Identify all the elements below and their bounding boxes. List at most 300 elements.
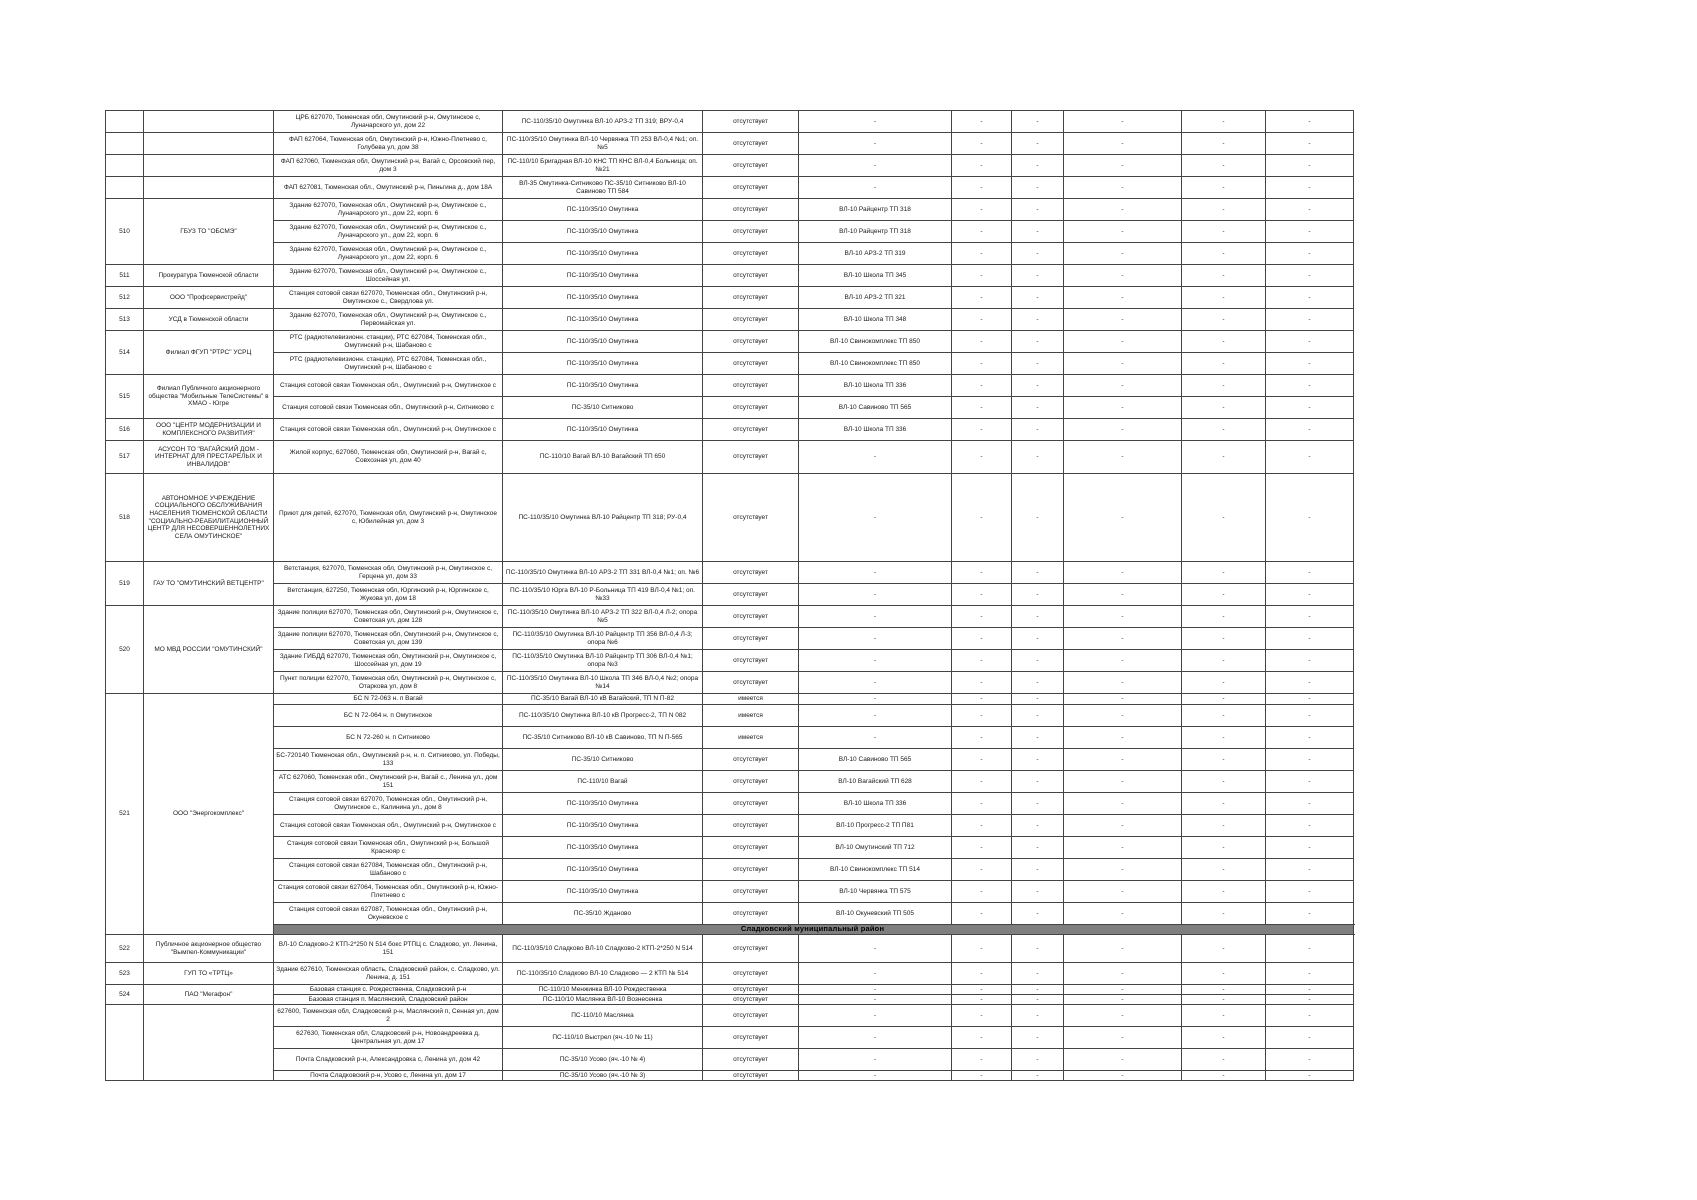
value-cell: - <box>1182 628 1266 650</box>
organization-cell <box>144 133 274 155</box>
value-cell: - <box>1182 606 1266 628</box>
value-cell: - <box>1266 793 1354 815</box>
value-cell: - <box>1012 133 1064 155</box>
value-cell: - <box>1266 309 1354 331</box>
row-number-cell <box>106 177 144 199</box>
value-cell: - <box>1182 881 1266 903</box>
value-cell: - <box>1266 474 1354 562</box>
feeder-line-cell: ВЛ-10 Райцентр ТП 318 <box>799 199 952 221</box>
value-cell: - <box>1012 155 1064 177</box>
supply-source-cell: ПС-110/35/10 Омутинка ВЛ-10 Червянка ТП 253 ВЛ-0,4 №1; оп. №5 <box>503 133 703 155</box>
value-cell: - <box>1012 353 1064 375</box>
object-address-cell: Здание 627610, Тюменская область, Сладковский район, с. Сладково, ул. Ленина, д. 151 <box>274 963 503 985</box>
reserve-status-cell: отсутствует <box>703 859 799 881</box>
value-cell: - <box>952 705 1012 727</box>
table-row <box>106 1027 1354 1049</box>
table-row <box>106 221 1354 243</box>
value-cell: - <box>1182 584 1266 606</box>
supply-source-cell: ПС-110/10 Маслянка <box>503 1005 703 1027</box>
row-number-cell: 524 <box>106 985 144 1005</box>
value-cell: - <box>952 441 1012 474</box>
value-cell: - <box>1012 397 1064 419</box>
value-cell: - <box>1064 771 1182 793</box>
reserve-status-cell: отсутствует <box>703 243 799 265</box>
value-cell: - <box>952 815 1012 837</box>
value-cell: - <box>1012 995 1064 1005</box>
feeder-line-cell: ВЛ-10 Райцентр ТП 318 <box>799 221 952 243</box>
table-row <box>106 1071 1354 1081</box>
supply-source-cell: ПС-35/10 Вагай ВЛ-10 кВ Вагайский, ТП N П-82 <box>503 694 703 705</box>
object-address-cell: Здание полиции 627070, Тюменская обл, Омутинский р-н, Омутинское с, Советская ул, дом 139 <box>274 628 503 650</box>
value-cell: - <box>1012 694 1064 705</box>
value-cell: - <box>952 133 1012 155</box>
supply-source-cell: ПС-110/35/10 Омутинка <box>503 287 703 309</box>
supply-source-cell: ПС-110/10 Выстрел (яч.-10 № 11) <box>503 1027 703 1049</box>
feeder-line-cell: ВЛ-10 Свинокомплекс ТП 514 <box>799 859 952 881</box>
reserve-status-cell: отсутствует <box>703 474 799 562</box>
value-cell: - <box>1064 985 1182 995</box>
value-cell: - <box>1064 672 1182 694</box>
value-cell: - <box>952 903 1012 925</box>
organization-cell: УСД в Тюменской области <box>144 309 274 331</box>
object-address-cell: Почта Сладковский р-н, Усово с, Ленина ул, дом 17 <box>274 1071 503 1081</box>
value-cell: - <box>1012 287 1064 309</box>
value-cell: - <box>1012 265 1064 287</box>
value-cell: - <box>1182 265 1266 287</box>
feeder-line-cell: ВЛ-10 Школа ТП 336 <box>799 419 952 441</box>
value-cell: - <box>1064 837 1182 859</box>
feeder-line-cell: - <box>799 155 952 177</box>
value-cell: - <box>1064 221 1182 243</box>
value-cell: - <box>1064 177 1182 199</box>
value-cell: - <box>1266 881 1354 903</box>
supply-source-cell: ПС-35/10 Усово (яч.-10 № 3) <box>503 1071 703 1081</box>
feeder-line-cell: ВЛ-10 Свинокомплекс ТП 850 <box>799 331 952 353</box>
object-address-cell: Здание полиции 627070, Тюменская обл, Омутинский р-н, Омутинское с, Советская ул, дом 128 <box>274 606 503 628</box>
value-cell: - <box>1012 331 1064 353</box>
feeder-line-cell: - <box>799 177 952 199</box>
organization-cell: АСУСОН ТО "ВАГАЙСКИЙ ДОМ - ИНТЕРНАТ ДЛЯ ПРЕСТАРЕЛЫХ И ИНВАЛИДОВ" <box>144 441 274 474</box>
reserve-status-cell: отсутствует <box>703 815 799 837</box>
value-cell: - <box>1266 1071 1354 1081</box>
row-number-cell: 517 <box>106 441 144 474</box>
value-cell: - <box>1266 628 1354 650</box>
organization-cell: АВТОНОМНОЕ УЧРЕЖДЕНИЕ СОЦИАЛЬНОГО ОБСЛУЖИВАНИЯ НАСЕЛЕНИЯ ТЮМЕНСКОЙ ОБЛАСТИ "СОЦИАЛЬНО-РЕАБИЛИТАЦИОННЫЙ ЦЕНТР ДЛЯ НЕСОВЕРШЕННОЛЕТНИХ СЕЛА ОМУТИНСКОЕ" <box>144 474 274 562</box>
object-address-cell: Станция сотовой связи 627087, Тюменская обл., Омутинский р-н, Окуневское с <box>274 903 503 925</box>
value-cell: - <box>1266 287 1354 309</box>
value-cell: - <box>952 353 1012 375</box>
value-cell: - <box>952 995 1012 1005</box>
object-address-cell: Станция сотовой связи Тюменская обл., Омутинский р-н, Омутинское с <box>274 815 503 837</box>
supply-source-cell: ПС-35/10 Ситниково <box>503 749 703 771</box>
organization-cell: ПАО "Мегафон" <box>144 985 274 1005</box>
value-cell: - <box>1064 133 1182 155</box>
object-address-cell: БС N 72-260 н. п Ситниково <box>274 727 503 749</box>
reserve-status-cell: отсутствует <box>703 606 799 628</box>
value-cell: - <box>952 606 1012 628</box>
value-cell: - <box>1064 694 1182 705</box>
value-cell: - <box>1266 375 1354 397</box>
value-cell: - <box>1182 859 1266 881</box>
value-cell: - <box>1064 111 1182 133</box>
object-address-cell: Станция сотовой связи 627070, Тюменская обл., Омутинский р-н, Омутинское с., Калинина ул., дом 8 <box>274 793 503 815</box>
object-address-cell: Станция сотовой связи Тюменская обл., Омутинский р-н, Омутинское с <box>274 375 503 397</box>
value-cell: - <box>952 375 1012 397</box>
value-cell: - <box>1182 1027 1266 1049</box>
reserve-status-cell: отсутствует <box>703 749 799 771</box>
value-cell: - <box>1182 375 1266 397</box>
table-row <box>106 881 1354 903</box>
value-cell: - <box>952 771 1012 793</box>
value-cell: - <box>1182 221 1266 243</box>
table-row <box>106 287 1354 309</box>
supply-source-cell: ПС-110/10 Бригадная ВЛ-10 КНС ТП КНС ВЛ-0,4 Больница; оп. №21 <box>503 155 703 177</box>
value-cell: - <box>1012 771 1064 793</box>
table-row <box>106 694 1354 705</box>
reserve-status-cell: отсутствует <box>703 375 799 397</box>
value-cell: - <box>952 985 1012 995</box>
object-address-cell: ЦРБ 627070, Тюменская обл, Омутинский р-н, Омутинское с, Луначарского ул, дом 22 <box>274 111 503 133</box>
table-row <box>106 727 1354 749</box>
reserve-status-cell: отсутствует <box>703 1027 799 1049</box>
feeder-line-cell: - <box>799 628 952 650</box>
object-address-cell: Жилой корпус, 627060, Тюменская обл, Омутинский р-н, Вагай с, Совхозная ул, дом 40 <box>274 441 503 474</box>
value-cell: - <box>1012 584 1064 606</box>
value-cell: - <box>1266 133 1354 155</box>
value-cell: - <box>1266 331 1354 353</box>
value-cell: - <box>1266 727 1354 749</box>
supply-source-cell: ПС-110/10 Менжинка ВЛ-10 Рождественка <box>503 985 703 995</box>
value-cell: - <box>1266 985 1354 995</box>
reserve-status-cell: отсутствует <box>703 903 799 925</box>
supply-source-cell: ПС-110/35/10 Омутинка <box>503 793 703 815</box>
object-address-cell: Здание 627070, Тюменская обл., Омутинский р-н, Омутинское с., Шоссейная ул. <box>274 265 503 287</box>
value-cell: - <box>1182 397 1266 419</box>
organization-cell: Филиал ФГУП "РТРС" УСРЦ <box>144 331 274 375</box>
feeder-line-cell: - <box>799 606 952 628</box>
feeder-line-cell: ВЛ-10 Червянка ТП 575 <box>799 881 952 903</box>
value-cell: - <box>952 935 1012 963</box>
feeder-line-cell: ВЛ-10 Савиново ТП 565 <box>799 749 952 771</box>
value-cell: - <box>1064 562 1182 584</box>
value-cell: - <box>1266 859 1354 881</box>
value-cell: - <box>1012 177 1064 199</box>
object-address-cell: 627630, Тюменская обл, Сладковский р-н, Новоандреевка д, Центральная ул, дом 17 <box>274 1027 503 1049</box>
object-address-cell: Станция сотовой связи Тюменская обл., Омутинский р-н, Ситниково с <box>274 397 503 419</box>
supply-source-cell: ПС-110/35/10 Омутинка <box>503 353 703 375</box>
value-cell: - <box>952 963 1012 985</box>
value-cell: - <box>1182 650 1266 672</box>
row-number-cell <box>106 155 144 177</box>
value-cell: - <box>1266 562 1354 584</box>
value-cell: - <box>952 1049 1012 1071</box>
object-address-cell: Базовая станция с. Рождественка, Сладковский р-н <box>274 985 503 995</box>
feeder-line-cell: - <box>799 650 952 672</box>
value-cell: - <box>952 287 1012 309</box>
value-cell: - <box>1012 1005 1064 1027</box>
value-cell: - <box>1182 935 1266 963</box>
value-cell: - <box>1266 935 1354 963</box>
value-cell: - <box>1182 177 1266 199</box>
value-cell: - <box>952 749 1012 771</box>
value-cell: - <box>1182 727 1266 749</box>
object-address-cell: РТС (радиотелевизионн. станции), РТС 627084, Тюменская обл., Омутинский р-н, Шабаново с <box>274 331 503 353</box>
reserve-status-cell: отсутствует <box>703 1071 799 1081</box>
reserve-status-cell: отсутствует <box>703 628 799 650</box>
value-cell: - <box>952 672 1012 694</box>
value-cell: - <box>1266 177 1354 199</box>
value-cell: - <box>1012 859 1064 881</box>
object-address-cell: Станция сотовой связи 627064, Тюменская обл., Омутинский р-н, Южно-Плетнево с <box>274 881 503 903</box>
value-cell: - <box>1064 1049 1182 1071</box>
value-cell: - <box>1064 331 1182 353</box>
reserve-status-cell: отсутствует <box>703 111 799 133</box>
value-cell: - <box>1012 672 1064 694</box>
value-cell: - <box>1266 221 1354 243</box>
value-cell: - <box>1012 1027 1064 1049</box>
object-address-cell: Здание ГИБДД 627070, Тюменская обл, Омутинский р-н, Омутинское с, Шоссейная ул, дом 19 <box>274 650 503 672</box>
reserve-status-cell: имеется <box>703 705 799 727</box>
organization-cell <box>144 155 274 177</box>
row-number-cell: 510 <box>106 199 144 265</box>
feeder-line-cell: - <box>799 1027 952 1049</box>
feeder-line-cell: ВЛ-10 Школа ТП 336 <box>799 793 952 815</box>
row-number-cell: 515 <box>106 375 144 419</box>
value-cell: - <box>1064 1027 1182 1049</box>
reserve-status-cell: имеется <box>703 727 799 749</box>
organization-cell: Прокуратура Тюменской области <box>144 265 274 287</box>
table-row <box>106 199 1354 221</box>
object-address-cell: Станция сотовой связи 627070, Тюменская обл., Омутинский р-н, Омутинское с., Свердлова ул. <box>274 287 503 309</box>
value-cell: - <box>1182 672 1266 694</box>
value-cell: - <box>1012 199 1064 221</box>
value-cell: - <box>1012 985 1064 995</box>
value-cell: - <box>1012 628 1064 650</box>
table-row <box>106 749 1354 771</box>
supply-source-cell: ПС-110/35/10 Сладково ВЛ-10 Сладково — 2 КТП № 514 <box>503 963 703 985</box>
value-cell: - <box>1012 650 1064 672</box>
value-cell: - <box>1182 419 1266 441</box>
reserve-status-cell: отсутствует <box>703 650 799 672</box>
supply-source-cell: ПС-110/35/10 Омутинка <box>503 859 703 881</box>
reserve-status-cell: отсутствует <box>703 562 799 584</box>
row-number-cell: 512 <box>106 287 144 309</box>
value-cell: - <box>1182 243 1266 265</box>
value-cell: - <box>1266 815 1354 837</box>
reserve-status-cell: отсутствует <box>703 985 799 995</box>
table-row <box>106 133 1354 155</box>
value-cell: - <box>1266 749 1354 771</box>
table-row <box>106 397 1354 419</box>
value-cell: - <box>1182 749 1266 771</box>
value-cell: - <box>1182 793 1266 815</box>
object-address-cell: Здание 627070, Тюменская обл., Омутинский р-н, Омутинское с., Луначарского ул., дом 22, корп. 6 <box>274 243 503 265</box>
object-address-cell: Базовая станция п. Маслянский, Сладковский район <box>274 995 503 1005</box>
value-cell: - <box>1266 1049 1354 1071</box>
value-cell: - <box>1012 727 1064 749</box>
value-cell: - <box>952 859 1012 881</box>
value-cell: - <box>1012 309 1064 331</box>
organization-cell: ООО "ЦЕНТР МОДЕРНИЗАЦИИ И КОМПЛЕКСНОГО РАЗВИТИЯ" <box>144 419 274 441</box>
value-cell: - <box>1064 935 1182 963</box>
feeder-line-cell: ВЛ-10 Школа ТП 336 <box>799 375 952 397</box>
value-cell: - <box>1266 584 1354 606</box>
value-cell: - <box>1064 155 1182 177</box>
feeder-line-cell: - <box>799 694 952 705</box>
value-cell: - <box>1064 397 1182 419</box>
supply-source-cell: ПС-110/35/10 Омутинка ВЛ-10 Райцентр ТП 306 ВЛ-0,4 №1; опора №3 <box>503 650 703 672</box>
feeder-line-cell: - <box>799 995 952 1005</box>
value-cell: - <box>1012 441 1064 474</box>
supply-source-cell: ПС-110/35/10 Омутинка <box>503 309 703 331</box>
object-address-cell: ФАП 627081, Тюменская обл., Омутинский р-н, Пиньгина д., дом 18А <box>274 177 503 199</box>
value-cell: - <box>1064 815 1182 837</box>
supply-source-cell: ПС-35/10 Ситниково <box>503 397 703 419</box>
feeder-line-cell: - <box>799 705 952 727</box>
feeder-line-cell: - <box>799 985 952 995</box>
organization-cell <box>144 1005 274 1081</box>
reserve-status-cell: отсутствует <box>703 331 799 353</box>
row-number-cell: 511 <box>106 265 144 287</box>
supply-source-cell: ПС-110/35/10 Омутинка <box>503 375 703 397</box>
table-row <box>106 111 1354 133</box>
supply-source-cell: ПС-110/35/10 Юрга ВЛ-10 Р-Больница ТП 419 ВЛ-0,4 №1; оп. №33 <box>503 584 703 606</box>
feeder-line-cell: ВЛ-10 Вагайский ТП 628 <box>799 771 952 793</box>
value-cell: - <box>1064 995 1182 1005</box>
supply-source-cell: ПС-110/35/10 Омутинка ВЛ-10 АРЗ-2 ТП 331 ВЛ-0,4 №1; оп. №6 <box>503 562 703 584</box>
value-cell: - <box>1266 353 1354 375</box>
feeder-line-cell: ВЛ-10 Школа ТП 345 <box>799 265 952 287</box>
value-cell: - <box>1266 963 1354 985</box>
feeder-line-cell: ВЛ-10 Окуневский ТП 505 <box>799 903 952 925</box>
object-address-cell: РТС (радиотелевизионн. станции), РТС 627084, Тюменская обл., Омутинский р-н, Шабаново с <box>274 353 503 375</box>
reserve-status-cell: отсутствует <box>703 935 799 963</box>
feeder-line-cell: ВЛ-10 Прогресс-2 ТП П81 <box>799 815 952 837</box>
feeder-line-cell: - <box>799 441 952 474</box>
reserve-status-cell: имеется <box>703 694 799 705</box>
value-cell: - <box>1182 1049 1266 1071</box>
value-cell: - <box>1182 1005 1266 1027</box>
value-cell: - <box>952 331 1012 353</box>
value-cell: - <box>1182 771 1266 793</box>
value-cell: - <box>1064 265 1182 287</box>
organization-cell: Филиал Публичного акционерного общества "Мобильные ТелеСистемы" в ХМАО - Югре <box>144 375 274 419</box>
object-address-cell: ФАП 627060, Тюменская обл, Омутинский р-н, Вагай с, Орсовский пер, дом 3 <box>274 155 503 177</box>
value-cell: - <box>1064 287 1182 309</box>
table-row <box>106 584 1354 606</box>
supply-source-cell: ПС-110/35/10 Омутинка <box>503 199 703 221</box>
value-cell: - <box>952 650 1012 672</box>
reserve-status-cell: отсутствует <box>703 793 799 815</box>
value-cell: - <box>952 397 1012 419</box>
object-address-cell: Ветстанция, 627070, Тюменская обл, Омутинский р-н, Омутинское с, Герцена ул, дом 33 <box>274 562 503 584</box>
object-address-cell: АТС 627060, Тюменская обл., Омутинский р-н, Вагай с., Ленина ул., дом 151 <box>274 771 503 793</box>
value-cell: - <box>1012 606 1064 628</box>
object-address-cell: Станция сотовой связи 627084, Тюменская обл., Омутинский р-н, Шабаново с <box>274 859 503 881</box>
object-address-cell: Здание 627070, Тюменская обл., Омутинский р-н, Омутинское с., Луначарского ул., дом 22, корп. 6 <box>274 199 503 221</box>
reserve-status-cell: отсутствует <box>703 353 799 375</box>
table-row <box>106 441 1354 474</box>
value-cell: - <box>1064 749 1182 771</box>
object-address-cell: Ветстанция, 627250, Тюменская обл, Юргинский р-н, Юргинское с, Жукова ул, дом 18 <box>274 584 503 606</box>
value-cell: - <box>952 584 1012 606</box>
supply-source-cell: ПС-110/35/10 Омутинка <box>503 815 703 837</box>
table-row <box>106 995 1354 1005</box>
feeder-line-cell: - <box>799 672 952 694</box>
value-cell: - <box>1182 287 1266 309</box>
object-address-cell: БС N 72-064 н. п Омутинское <box>274 705 503 727</box>
value-cell: - <box>1012 963 1064 985</box>
supply-source-cell: ПС-35/10 Ждановo <box>503 903 703 925</box>
reserve-status-cell: отсутствует <box>703 199 799 221</box>
table-row <box>106 331 1354 353</box>
value-cell: - <box>1064 859 1182 881</box>
reserve-status-cell: отсутствует <box>703 672 799 694</box>
value-cell: - <box>952 727 1012 749</box>
value-cell: - <box>1064 881 1182 903</box>
reserve-status-cell: отсутствует <box>703 265 799 287</box>
value-cell: - <box>1182 199 1266 221</box>
feeder-line-cell: ВЛ-10 Омутинский ТП 712 <box>799 837 952 859</box>
value-cell: - <box>1266 1005 1354 1027</box>
value-cell: - <box>1182 1071 1266 1081</box>
value-cell: - <box>1266 265 1354 287</box>
value-cell: - <box>1064 419 1182 441</box>
table-row <box>106 859 1354 881</box>
supply-source-cell: ПС-110/35/10 Омутинка <box>503 331 703 353</box>
value-cell: - <box>1012 1071 1064 1081</box>
supply-source-cell: ПС-110/10 Вагай ВЛ-10 Вагайский ТП 650 <box>503 441 703 474</box>
row-number-cell: 518 <box>106 474 144 562</box>
supply-source-cell: ПС-110/35/10 Сладково ВЛ-10 Сладково-2 КТП-2*250 N 514 <box>503 935 703 963</box>
supply-source-cell: ПС-110/35/10 Омутинка <box>503 837 703 859</box>
reserve-status-cell: отсутствует <box>703 309 799 331</box>
organization-cell <box>144 111 274 133</box>
object-address-cell: ВЛ-10 Сладково-2 КТП-2*250 N 514 бокс РТПЦ с. Сладково, ул. Ленина, 151 <box>274 935 503 963</box>
value-cell: - <box>1012 749 1064 771</box>
supply-source-cell: ПС-110/35/10 Омутинка ВЛ-10 АРЗ-2 ТП 319; ВРУ-0,4 <box>503 111 703 133</box>
table-row <box>106 815 1354 837</box>
value-cell: - <box>952 1005 1012 1027</box>
row-number-cell: 521 <box>106 694 144 935</box>
table-row <box>106 1049 1354 1071</box>
value-cell: - <box>952 1071 1012 1081</box>
reserve-status-cell: отсутствует <box>703 155 799 177</box>
table-row <box>106 705 1354 727</box>
data-table <box>105 110 1354 1081</box>
supply-source-cell: ВЛ-35 Омутинка-Ситниково ПС-35/10 Ситниково ВЛ-10 Савиново ТП 584 <box>503 177 703 199</box>
value-cell: - <box>1064 705 1182 727</box>
supply-source-cell: ПС-35/10 Ситниково ВЛ-10 кВ Савиново, ТП N П-565 <box>503 727 703 749</box>
value-cell: - <box>1266 837 1354 859</box>
value-cell: - <box>1182 474 1266 562</box>
value-cell: - <box>952 199 1012 221</box>
feeder-line-cell: - <box>799 963 952 985</box>
table-row <box>106 771 1354 793</box>
object-address-cell: Приют для детей, 627070, Тюменская обл, Омутинский р-н, Омутинское с, Юбилейная ул, дом 3 <box>274 474 503 562</box>
reserve-status-cell: отсутствует <box>703 771 799 793</box>
row-number-cell <box>106 133 144 155</box>
table-row <box>106 985 1354 995</box>
value-cell: - <box>1182 309 1266 331</box>
table-row <box>106 353 1354 375</box>
reserve-status-cell: отсутствует <box>703 995 799 1005</box>
value-cell: - <box>952 419 1012 441</box>
value-cell: - <box>1012 793 1064 815</box>
table-row <box>106 650 1354 672</box>
value-cell: - <box>952 309 1012 331</box>
value-cell: - <box>952 474 1012 562</box>
